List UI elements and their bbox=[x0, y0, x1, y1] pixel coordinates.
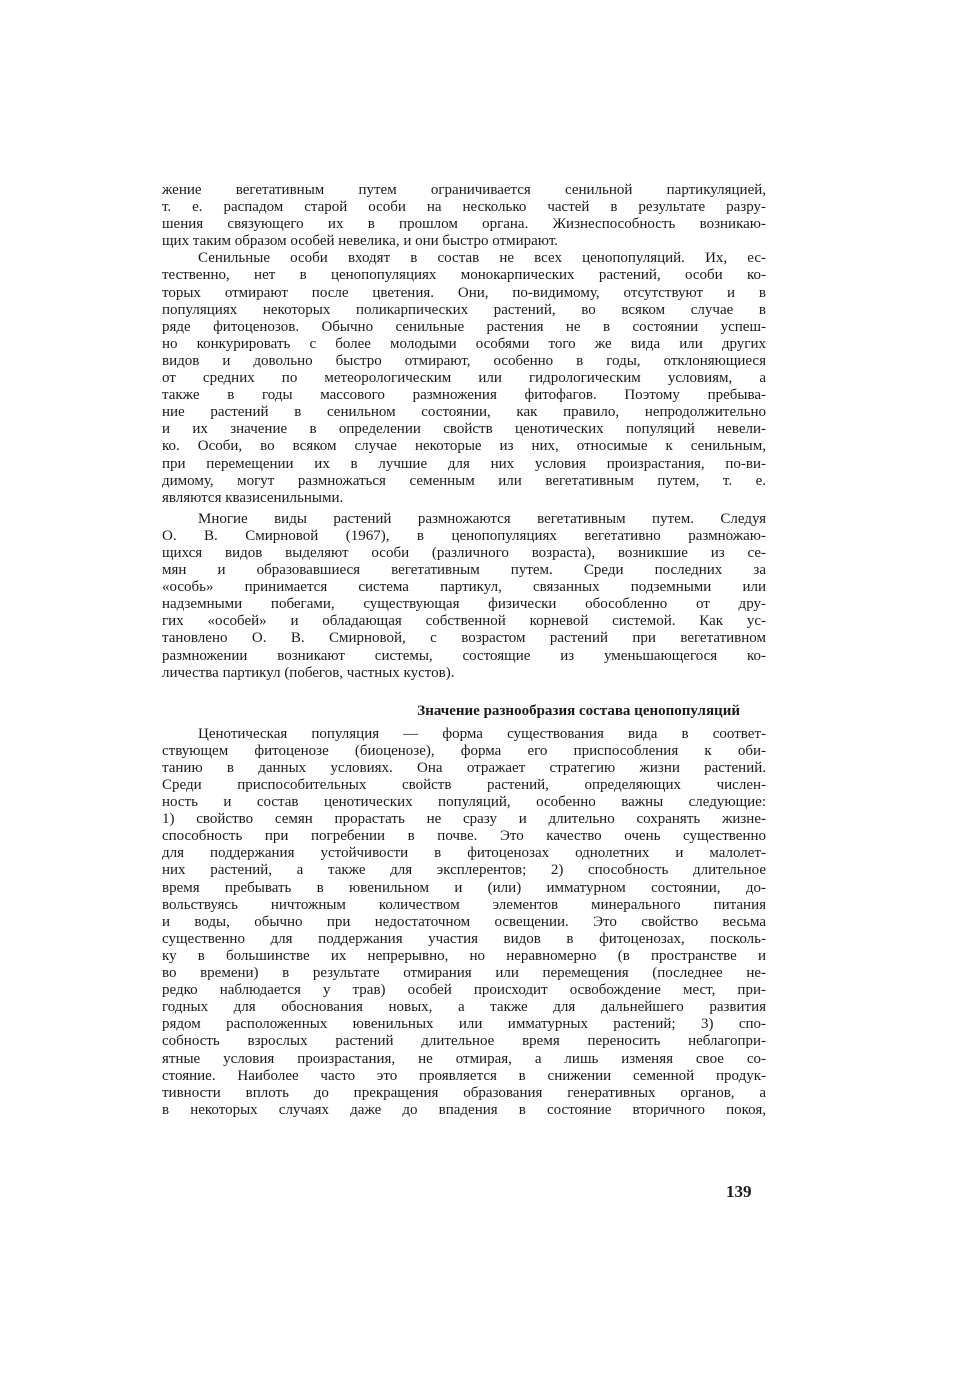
text-line: тественно, нет в ценопопуляциях монокарпических растений, особи ко- bbox=[162, 267, 766, 284]
text-line: в некоторых случаях даже до впадения в состояние вторичного покоя, bbox=[162, 1101, 766, 1118]
text-line: О. В. Смирновой (1967), в ценопопуляциях вегетативно размножаю- bbox=[162, 527, 766, 544]
text-line: Сенильные особи входят в состав не всех ценопопуляций. Их, ес- bbox=[198, 250, 766, 267]
text-line: 1) свойство семян прорастать не сразу и длительно сохранять жизне- bbox=[162, 811, 766, 828]
page-number: 139 bbox=[726, 1182, 752, 1201]
text-line: Среди приспособительных свойств растений, определяющих числен- bbox=[162, 777, 766, 793]
text-line: танию в данных условиях. Она отражает стратегию жизни растений. bbox=[162, 759, 766, 776]
text-line: годных для обоснования новых, а также для дальнейшего развития bbox=[162, 999, 766, 1016]
text-line: мян и образовавшиеся вегетативным путем. Среди последних за bbox=[162, 562, 766, 579]
text-line: тановлено О. В. Смирновой, с возрастом растений при вегетативном bbox=[162, 630, 766, 647]
paragraph-3 bbox=[162, 511, 766, 682]
text-line: ятные условия произрастания, не отмирая, а лишь изменяя свое со- bbox=[162, 1050, 766, 1067]
text-line: являются квазисенильными. bbox=[162, 489, 344, 506]
text-line: ствующем фитоценозе (биоценозе), форма его приспособления к оби- bbox=[162, 742, 766, 759]
text-line: размножении возникают системы, состоящие из уменьшающегося ко- bbox=[162, 647, 766, 664]
text-line: личества партикул (побегов, частных кустов). bbox=[162, 664, 455, 681]
text-line: «особь» принимается система партикул, связанных подземными или bbox=[162, 579, 766, 596]
text-line: тивности вплоть до прекращения образования генеративных органов, а bbox=[162, 1084, 766, 1101]
text-line: димому, могут размножаться семенным или вегетативным путем, т. е. bbox=[162, 472, 766, 489]
text-line: рядом расположенных ювенильных или имматурных растений; 3) спо- bbox=[162, 1016, 766, 1033]
text-line: них растений, а также для эксплерентов; 2) способность длительное bbox=[162, 862, 766, 879]
text-line: популяциях некоторых поликарпических растений, во всяком случае в bbox=[162, 301, 766, 318]
text-line: и их значение в определении свойств ценотических популяций невели- bbox=[162, 421, 766, 438]
text-line: вольствуясь ничтожным количеством элементов минерального питания bbox=[162, 896, 766, 913]
text-line: также в годы массового размножения фитофагов. Поэтому пребыва- bbox=[162, 387, 766, 404]
text-line: для поддержания устойчивости в фитоценозах однолетних и малолет- bbox=[162, 845, 766, 862]
paragraph-4 bbox=[162, 726, 766, 1119]
text-line: ряде фитоценозов. Обычно сенильные растения не в состоянии успеш- bbox=[162, 318, 766, 335]
text-line: время пребывать в ювенильном и (или) имматурном состоянии, до- bbox=[162, 879, 766, 896]
text-line: и воды, обычно при недостаточном освещении. Это свойство весьма bbox=[162, 913, 766, 930]
page-body bbox=[162, 182, 766, 1119]
text-line: Ценотическая популяция — форма существования вида в соответ- bbox=[198, 725, 766, 742]
text-line: стояние. Наиболее часто это проявляется в снижении семенной продук- bbox=[162, 1067, 766, 1084]
text-line: способность при погребении в почве. Это качество очень существенно bbox=[162, 828, 766, 845]
section-heading: Значение разнообразия состава ценопопуляций bbox=[417, 702, 740, 719]
text-line: во времени) в результате отмирания или перемещения (последнее не- bbox=[162, 965, 766, 982]
text-line: ку в большинстве их непрерывно, но неравномерно (в пространстве и bbox=[162, 947, 766, 964]
paragraph-2 bbox=[162, 250, 766, 506]
text-line: ко. Особи, во всяком случае некоторые из них, относимые к сенильным, bbox=[162, 438, 766, 455]
paragraph-1 bbox=[162, 182, 766, 250]
text-line: торых отмирают после цветения. Они, по-видимому, отсутствуют и в bbox=[162, 284, 766, 301]
text-line: шения связующего их в прошлом органа. Жизнеспособность возникаю- bbox=[162, 216, 766, 233]
text-line: т. е. распадом старой особи на несколько частей в результате разру- bbox=[162, 199, 766, 216]
text-line: щихся видов выделяют особи (различного возраста), возникшие из се- bbox=[162, 544, 766, 561]
text-line: но конкурировать с более молодыми особями того же вида или других bbox=[162, 335, 766, 352]
text-line: Многие виды растений размножаются вегетативным путем. Следуя bbox=[198, 510, 766, 527]
text-line: существенно для поддержания участия видов в фитоценозах, посколь- bbox=[162, 930, 766, 947]
text-line: при перемещении их в лучшие для них условия произрастания, по-ви- bbox=[162, 455, 766, 472]
text-line: собность взрослых растений длительное время переносить неблагопри- bbox=[162, 1033, 766, 1050]
text-line: надземными побегами, существующая физически обособленно от дру- bbox=[162, 596, 766, 613]
text-line: редко наблюдается у трав) особей происходит освобождение мест, при- bbox=[162, 982, 766, 999]
text-line: жение вегетативным путем ограничивается сенильной партикуляцией, bbox=[162, 182, 766, 198]
text-line: гих «особей» и обладающая собственной корневой системой. Как ус- bbox=[162, 613, 766, 630]
text-line: ность и состав ценотических популяций, особенно важны следующие: bbox=[162, 794, 766, 811]
text-line: ние растений в сенильном состоянии, как правило, непродолжительно bbox=[162, 404, 766, 421]
text-line: щих таким образом особей невелика, и они быстро отмирают. bbox=[162, 233, 558, 250]
text-line: от средних по метеорологическим или гидрологическим условиям, а bbox=[162, 370, 766, 387]
text-line: видов и довольно быстро отмирают, особенно в годы, отклоняющиеся bbox=[162, 352, 766, 369]
